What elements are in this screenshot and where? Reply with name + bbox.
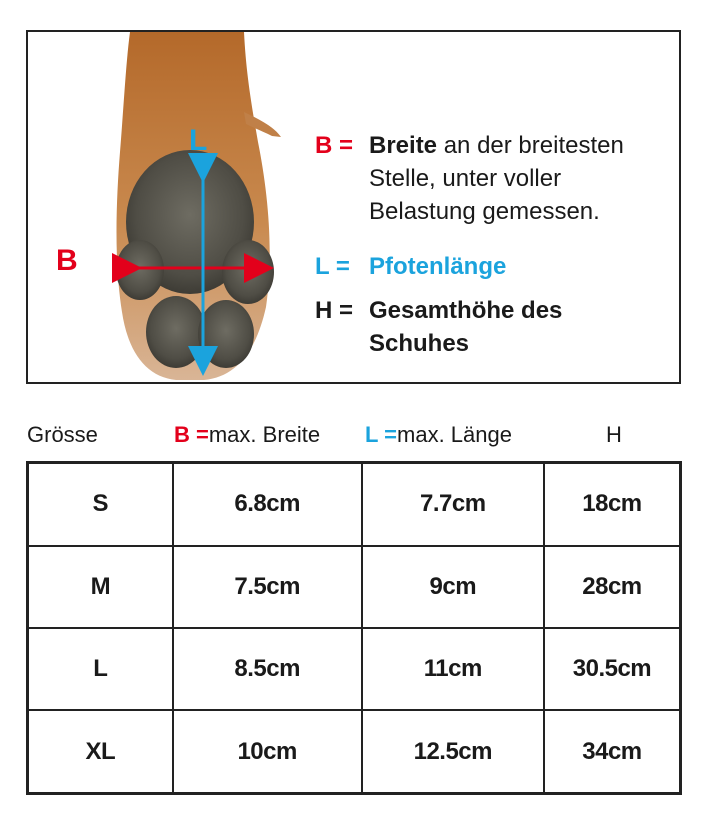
legend-h-line2: Schuhes [369,330,470,357]
legend-b-line3: Belastung gemessen. [369,198,600,225]
height-cell: 28cm [544,546,681,628]
height-cell: 34cm [544,710,681,793]
size-table [26,461,682,795]
size-cell: M [28,546,173,628]
dog-paw-image [86,32,286,384]
legend-b-desc: an der breitesten [437,132,624,159]
size-cell: XL [28,710,173,793]
table-row [28,628,681,710]
legend-l-key: L = [315,253,350,280]
length-cell: 11cm [362,628,544,710]
legend-h [315,294,695,327]
width-cell: 6.8cm [173,463,362,546]
legend-l-term: Pfotenlänge [369,253,507,280]
table-row [28,546,681,628]
header-length-label: max. Länge [397,422,512,447]
paw-pad-lower-left [146,296,206,368]
width-arrow-label: B [56,244,78,277]
measurement-legend-box [26,30,681,384]
legend-b-key: B = [315,132,354,159]
header-width [174,422,321,448]
length-cell: 12.5cm [362,710,544,793]
height-cell: 18cm [544,463,681,546]
legend-h-key: H = [315,297,354,324]
length-cell: 7.7cm [362,463,544,546]
size-cell: S [28,463,173,546]
legend-b [315,129,695,162]
table-header [0,422,712,452]
header-width-label: max. Breite [208,422,321,447]
header-length [365,422,512,448]
legend-h-line1: Gesamthöhe des [369,297,563,324]
width-cell: 8.5cm [173,628,362,710]
legend-l [315,250,695,283]
paw-pad-right [222,240,274,304]
width-cell: 10cm [173,710,362,793]
length-cell: 9cm [362,546,544,628]
legend-text [315,129,695,360]
size-cell: L [28,628,173,710]
legend-b-line2: Stelle, unter voller [369,165,562,192]
length-arrow-label: L [189,124,208,157]
table-row [28,463,681,546]
width-cell: 7.5cm [173,546,362,628]
paw-pad-lower-right [198,300,254,368]
table-row [28,710,681,793]
header-width-key: B = [174,422,209,447]
header-length-key: L = [365,422,398,447]
height-cell: 30.5cm [544,628,681,710]
legend-b-term: Breite [369,132,438,159]
header-height: H [606,422,622,447]
paw-pad-left [116,240,164,300]
header-size: Grösse [27,422,98,447]
